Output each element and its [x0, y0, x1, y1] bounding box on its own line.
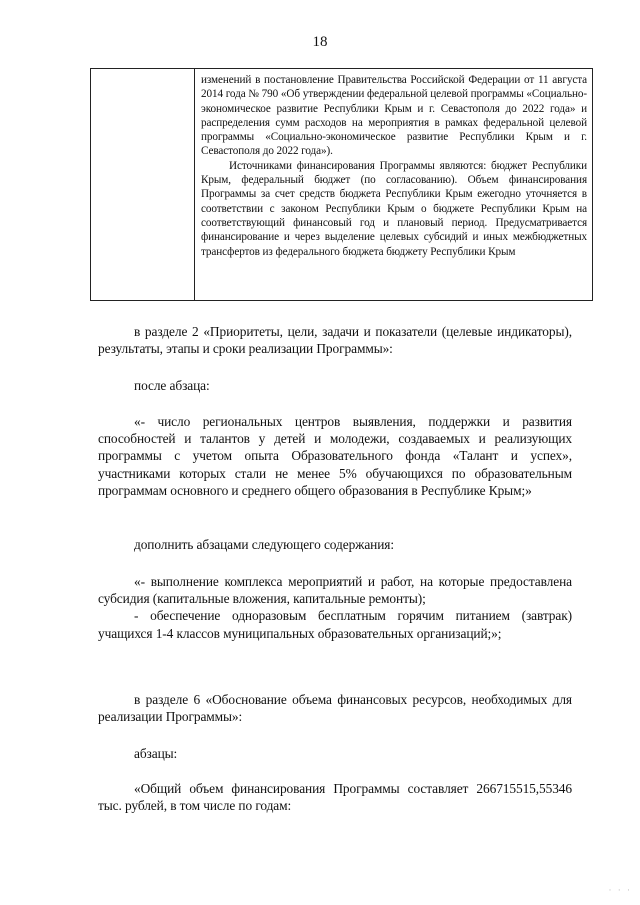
section-6-intro-block [98, 691, 572, 725]
table-right-cell [195, 69, 592, 300]
add-paragraphs-block [98, 536, 572, 553]
after-paragraph-block [98, 377, 572, 394]
after-paragraph-label: после абзаца: [134, 378, 210, 393]
section-2-intro-block [98, 323, 572, 357]
section-6-intro: в разделе 6 «Обоснование объема финансовых ресурсов, необходимых для реализации Программы»: [98, 692, 572, 725]
table-left-cell [91, 69, 195, 300]
quoted-indicator: «- число региональных центров выявления, поддержки и развития способностей и талантов у детей и молодежи, создаваемых и реализующих программы с учетом опыта Образовательного фонда «Талант и успех», участниками которых стали не менее 5% обучающихся по образовательным программам основного и среднего общего образования в Республике Крым;» [98, 414, 572, 498]
total-volume-block [98, 780, 572, 814]
section-2-intro: в разделе 2 «Приоритеты, цели, задачи и показатели (целевые индикаторы), результаты, этапы и сроки реализации Программы»: [98, 324, 572, 357]
paragraphs-label: абзацы: [134, 746, 178, 761]
program-passport-table [90, 68, 593, 301]
table-paragraph-funding-sources: Источниками финансирования Программы являются: бюджет Республики Крым, федеральный бюджет (по согласованию). Объем финансирования Программы за счет средств бюджета Республики Крым ежегодно уточняется в соответствии с законом Республики Крым о бюджете Республики Крым на соответствующий финансовый год и плановый период. Предусматривается финансирование и через выделение целевых субсидий и иных межбюджетных трансфертов из федерального бюджета бюджету Республики Крым [201, 159, 587, 258]
quoted-indicator-block [98, 413, 572, 499]
page-number: 18 [312, 34, 328, 50]
table-paragraph-continuation: изменений в постановление Правительства Российской Федерации от 11 августа 2014 года № 790 «Об утверждении федеральной целевой программы «Социально-экономическое развитие Республики Крым и г. Севастополя до 2022 года» и распределения сумм расходов на мероприятия в рамках федеральной целевой программы «Социально-экономическое развитие Республики Крым и г. Севастополя до 2022 года»). [201, 74, 587, 158]
paragraphs-label-block [98, 745, 572, 762]
new-item-hot-meals: - обеспечение одноразовым бесплатным горячим питанием (завтрак) учащихся 1-4 классов муниципальных образовательных организаций;»; [98, 608, 572, 641]
add-paragraphs-label: дополнить абзацами следующего содержания: [134, 537, 394, 552]
new-items-block [98, 573, 572, 642]
new-item-capital-works: «- выполнение комплекса мероприятий и работ, на которые предоставлена субсидия (капитальные вложения, капитальные ремонты); [98, 574, 572, 607]
total-volume-paragraph: «Общий объем финансирования Программы составляет 266715515,55346 тыс. рублей, в том числе по годам: [98, 781, 572, 814]
scan-noise-mark: · · · [608, 885, 632, 895]
